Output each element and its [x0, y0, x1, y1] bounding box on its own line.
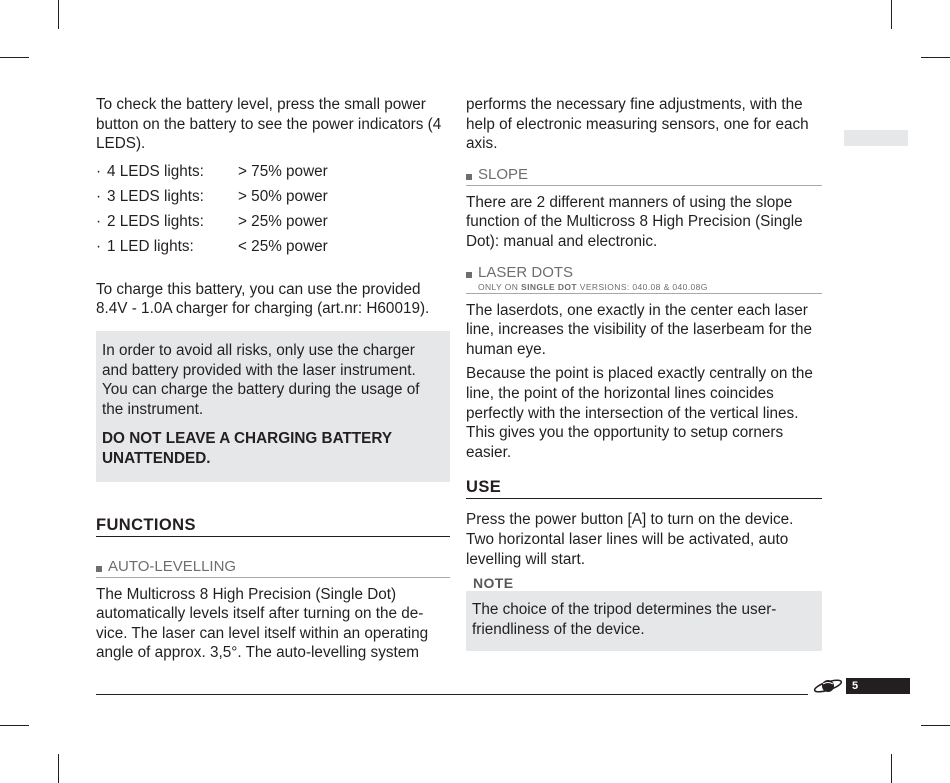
- laserdots-subnote: [466, 282, 822, 292]
- right-column: [466, 95, 822, 651]
- laserdots-text-1: The laserdots, one exactly in the center each laser line, increases the visibility of the laserbeam for the human eye.: [466, 301, 813, 358]
- subnote-prefix: ONLY ON: [478, 281, 519, 292]
- crop-mark: [0, 57, 29, 58]
- list-item: [96, 184, 450, 209]
- list-item: [96, 209, 450, 234]
- left-column: [96, 95, 450, 663]
- functions-heading: FUNCTIONS: [96, 515, 450, 537]
- laserdots-text-2: Because the point is placed exactly centrally on the line, the point of the horizontal lines coincides perfectly with the intersection of the vertical lines. This gives you the opportunity to setup corners easier.: [466, 365, 813, 461]
- warning-text: In order to avoid all risks, only use the charger and battery provided with the laser instrument. You can charge the battery during the usage of the instrument.: [102, 341, 420, 418]
- level-label: 2 LEDS lights:: [107, 212, 204, 230]
- bullet: ·: [96, 162, 102, 180]
- list-item: [96, 234, 450, 259]
- square-bullet-icon: [96, 566, 102, 572]
- level-value: > 25% power: [238, 212, 328, 230]
- charge-text: To charge this battery, you can use the provided 8.4V - 1.0A charger for charging (art.nr: H60019).: [96, 280, 430, 318]
- battery-intro: To check the battery level, press the small power button on the battery to see the power indicators (4 LEDS).: [96, 96, 442, 153]
- laserdots-heading-label: LASER DOTS: [478, 263, 574, 281]
- level-label: 4 LEDS lights:: [107, 162, 204, 180]
- square-bullet-icon: [466, 272, 472, 278]
- level-label: 3 LEDS lights:: [107, 187, 204, 205]
- note-label: NOTE: [473, 575, 514, 592]
- level-value: < 25% power: [238, 237, 328, 255]
- crop-mark: [891, 0, 892, 29]
- planet-logo-icon: [812, 675, 844, 697]
- page-number: 5: [846, 678, 910, 694]
- warning-bold: DO NOT LEAVE A CHARGING BATTERY UNATTENDED.: [102, 430, 392, 467]
- level-value: > 75% power: [238, 162, 328, 180]
- battery-level-list: [96, 159, 450, 259]
- crop-mark: [891, 754, 892, 783]
- list-item: [96, 159, 450, 184]
- bullet: ·: [96, 187, 102, 205]
- crop-mark: [0, 725, 29, 726]
- slope-heading: [466, 166, 822, 186]
- subnote-suffix: VERSIONS: 040.08 & 040.08G: [579, 281, 708, 292]
- level-value: > 50% power: [238, 187, 328, 205]
- slope-heading-label: SLOPE: [478, 165, 529, 183]
- bullet: ·: [96, 237, 102, 255]
- chapter-tab: [844, 130, 908, 146]
- slope-text: There are 2 different manners of using the slope function of the Multicross 8 High Precision (Single Dot): manual and electronic.: [466, 193, 803, 250]
- autolevel-heading-label: AUTO-LEVELLING: [108, 557, 237, 575]
- square-bullet-icon: [466, 174, 472, 180]
- crop-mark: [58, 0, 59, 29]
- level-label: 1 LED lights:: [107, 237, 194, 255]
- laserdots-heading: [466, 264, 822, 294]
- crop-mark: [921, 57, 950, 58]
- autolevel-heading: [96, 558, 450, 578]
- bullet: ·: [96, 212, 102, 230]
- continued-text: performs the necessary fine adjustments, with the help of electronic measuring sensors, one for each axis.: [466, 96, 809, 153]
- use-text: Press the power button [A] to turn on the device. Two horizontal laser lines will be activated, auto levelling will start.: [466, 511, 794, 568]
- crop-mark: [921, 725, 950, 726]
- note-text: The choice of the tripod determines the user-friendliness of the device.: [472, 601, 777, 638]
- footer-rule: [96, 694, 808, 695]
- note-box: [466, 591, 822, 651]
- use-heading: USE: [466, 477, 822, 499]
- warning-box: [96, 331, 450, 482]
- autolevel-text: The Multicross 8 High Precision (Single Dot) automatically levels itself after turning on the de-vice. The laser can level itself within an operating angle of approx. 3,5°. The auto-levelling system: [96, 585, 429, 662]
- subnote-bold: SINGLE DOT: [521, 281, 577, 292]
- crop-mark: [58, 754, 59, 783]
